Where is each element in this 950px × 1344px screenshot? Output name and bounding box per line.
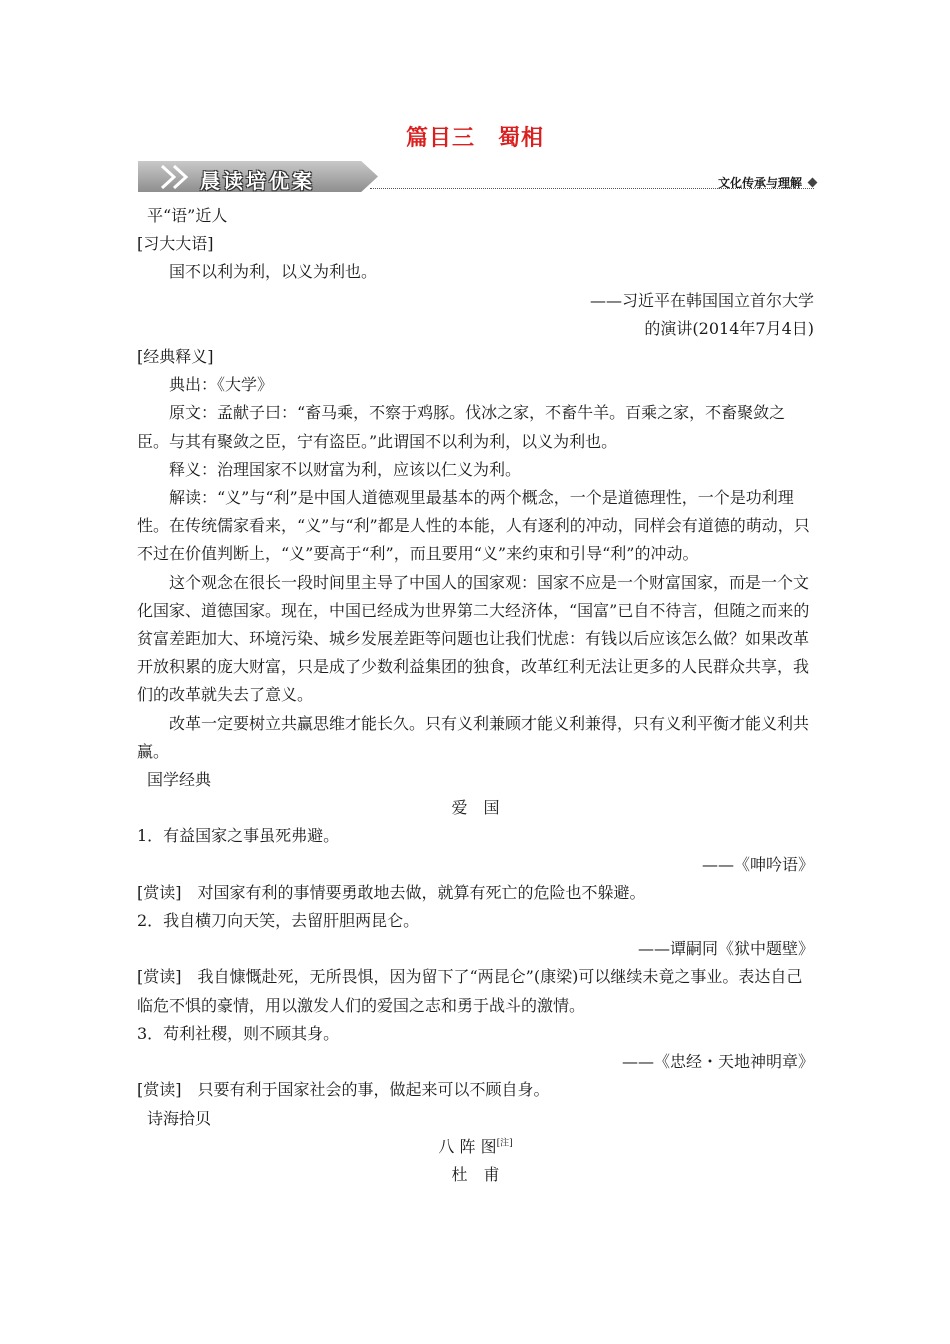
appreciation-note: [赏读] 对国家有利的事情要勇敢地去做，就算有死亡的危险也不躲避。 [137, 882, 646, 902]
appreciation-note: [赏读] 我自慷慨赴死，无所畏惧，因为留下了“两昆仑”(康梁)可以继续未竟之事业。表达自己临危不惧的豪情，用以激发人们的爱国之志和勇于战斗的激情。 [137, 967, 803, 1015]
poem-title [137, 1133, 814, 1161]
banner-right-label: 文化传承与理解 [717, 176, 802, 190]
banner-label: 晨读培优案 [200, 169, 315, 193]
quote: 国不以利为利，以义为利也。 [169, 262, 378, 282]
classic-source: ——《忠经・天地神明章》 [621, 1052, 814, 1072]
paragraph: 改革一定要树立共赢思维才能长久。只有义利兼顾才能义利兼得，只有义利平衡才能义利共赢。 [137, 713, 810, 761]
poem-author: 杜 甫 [451, 1164, 500, 1184]
poem-title-text: 八 阵 图 [438, 1136, 497, 1156]
subheading: [习大大语] [137, 234, 214, 254]
classic-source: ——《呻吟语》 [701, 854, 814, 874]
page-title: 篇目三 蜀相 [405, 126, 544, 151]
paragraph: 释义：治理国家不以财富为利，应该以仁义为利。 [169, 459, 522, 479]
article-body [137, 202, 814, 1189]
topic-title: 爱 国 [451, 798, 500, 818]
quote-source-date: 的演讲(2014年7月4日) [644, 318, 814, 338]
paragraph: 典出：《大学》 [169, 375, 274, 395]
poem-note-marker: [注] [496, 1138, 513, 1149]
classic-source: ——谭嗣同《狱中题壁》 [637, 939, 814, 959]
quote-source: ——习近平在韩国国立首尔大学 [589, 290, 814, 310]
appreciation-note: [赏读] 只要有利于国家社会的事，做起来可以不顾自身。 [137, 1080, 550, 1100]
paragraph: 原文：孟献子曰：“畜马乘，不察于鸡豚。伐冰之家，不畜牛羊。百乘之家，不畜聚敛之臣。与其有聚敛之臣，宁有盗臣。”此谓国不以利为利，以义为利也。 [137, 403, 786, 451]
subheading: [经典释义] [137, 347, 214, 367]
classic-quote: 1．有益国家之事虽死弗避。 [137, 826, 340, 846]
paragraph: 这个观念在很长一段时间里主导了中国人的国家观：国家不应是一个财富国家，而是一个文化国家、道德国家。现在，中国已经成为世界第二大经济体，“国富”已自不待言，但随之而来的贫富差距加大、环境污染、城乡发展差距等问题也让我们忧虑：有钱以后应该怎么做？如果改革开放积累的庞大财富，只是成了少数利益集团的独食，改革红利无法让更多的人民群众共享，我们的改革就失去了意义。 [137, 572, 810, 705]
classic-quote: 3．苟利社稷，则不顾其身。 [137, 1023, 340, 1043]
section-heading: 国学经典 [147, 770, 212, 790]
section-heading: 诗海拾贝 [147, 1108, 212, 1128]
section-banner [138, 161, 818, 195]
section-heading: 平“语”近人 [147, 206, 228, 225]
classic-quote: 2．我自横刀向天笑，去留肝胆两昆仑。 [137, 911, 420, 931]
double-chevron-icon [158, 164, 198, 190]
paragraph: 解读：“义”与“利”是中国人道德观里最基本的两个概念，一个是道德理性，一个是功利理性。在传统儒家看来，“义”与“利”都是人性的本能，人有逐利的冲动，同样会有道德的萌动，只不过在价值判断上，“义”要高于“利”，而且要用“义”来约束和引导“利”的冲动。 [137, 488, 810, 564]
diamond-icon [808, 178, 818, 188]
